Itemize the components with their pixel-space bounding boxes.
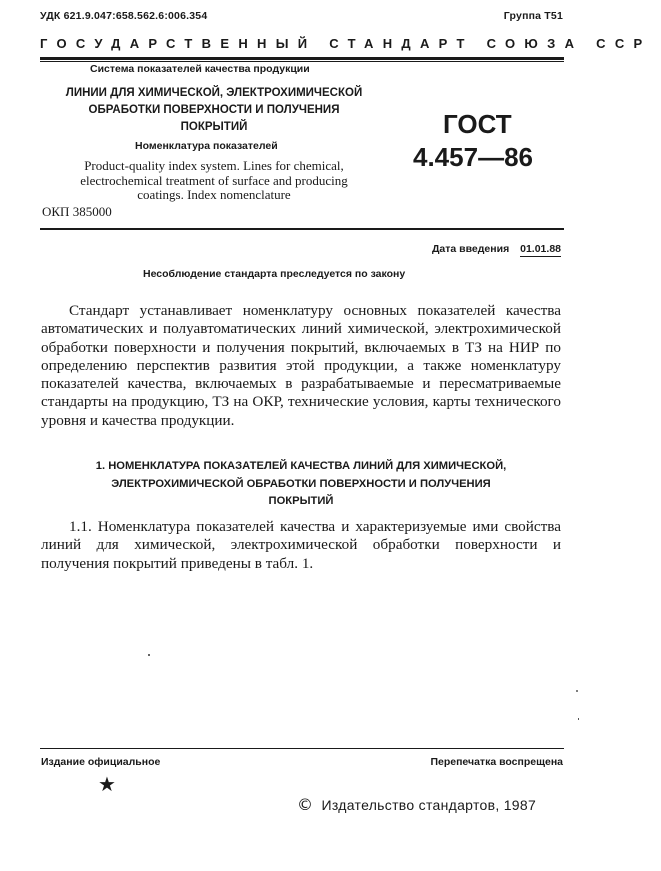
system-title: Система показателей качества продукции (90, 63, 310, 75)
english-title-line: Product-quality index system. Lines for chemical, (84, 158, 344, 173)
english-title (40, 159, 388, 203)
law-notice: Несоблюдение стандарта преследуется по закону (143, 268, 406, 280)
scan-speck (148, 654, 150, 656)
header-rule-thin (40, 61, 564, 62)
nomenclature-subtitle: Номенклатура показателей (135, 140, 278, 152)
publisher-name: Издательство стандартов, 1987 (321, 797, 537, 813)
reprint-prohibited-label: Перепечатка воспрещена (430, 756, 563, 768)
clause-1-1-paragraph: 1.1. Номенклатура показателей качества и характеризуемые ими свойства линий для химической, электрохимической обработки поверхности и получения покрытий приведены в табл. 1. (41, 518, 561, 572)
gost-designation (410, 108, 560, 174)
introduction-date-label: Дата введения (431, 243, 510, 255)
english-title-line: electrochemical treatment of surface and producing (80, 172, 348, 188)
section-title-line: ЭЛЕКТРОХИМИЧЕСКОЙ ОБРАБОТКИ ПОВЕРХНОСТИ И ПОЛУЧЕНИЯ (111, 477, 491, 490)
scan-speck (576, 690, 578, 692)
udk-code: УДК 621.9.047:658.562.6:006.354 (40, 10, 208, 22)
intro-paragraph: Стандарт устанавливает номенклатуру основных показателей качества автоматических и полуавтоматических линий химической, электрохимической обработки поверхности и получения покрытий, включаемых в ТЗ на НИР по определению перспектив развития этой продукции, а также номенклатуру показателей качества, включаемых в разрабатываемые и пересматриваемые стандарты на продукцию, ТЗ на ОКР, технические условия, карты технического уровня и качества продукции. (41, 302, 561, 429)
footer-rule (40, 748, 564, 749)
section-1-title (41, 458, 561, 511)
group-code: Группа Т51 (503, 10, 563, 22)
standard-title (40, 85, 388, 136)
okp-code: ОКП 385000 (42, 204, 112, 219)
standard-title-line: ПОКРЫТИЙ (180, 121, 248, 133)
introduction-date (432, 243, 561, 257)
section-title-line: ПОКРЫТИЙ (268, 495, 334, 507)
star-icon: ★ (98, 772, 116, 796)
standard-title-line: ОБРАБОТКИ ПОВЕРХНОСТИ И ПОЛУЧЕНИЯ (88, 104, 340, 116)
state-standard-heading: ГОСУДАРСТВЕННЫЙ СТАНДАРТ СОЮЗА ССР (40, 36, 652, 51)
copyright-icon: © (297, 795, 314, 814)
scan-speck (578, 718, 579, 720)
gost-label: ГОСТ (443, 109, 512, 139)
introduction-date-value: 01.01.88 (520, 243, 561, 255)
english-title-line: coatings. Index nomenclature (137, 187, 291, 202)
gost-number: 4.457—86 (413, 142, 533, 172)
official-edition-label: Издание официальное (41, 756, 161, 768)
publisher-line (297, 795, 536, 814)
standard-title-line: ЛИНИИ ДЛЯ ХИМИЧЕСКОЙ, ЭЛЕКТРОХИМИЧЕСКОЙ (65, 87, 363, 99)
section-title-line: 1. НОМЕНКЛАТУРА ПОКАЗАТЕЛЕЙ КАЧЕСТВА ЛИНИЙ ДЛЯ ХИМИЧЕСКОЙ, (95, 460, 507, 472)
header-rule-thick (40, 57, 564, 60)
title-divider (40, 228, 564, 230)
